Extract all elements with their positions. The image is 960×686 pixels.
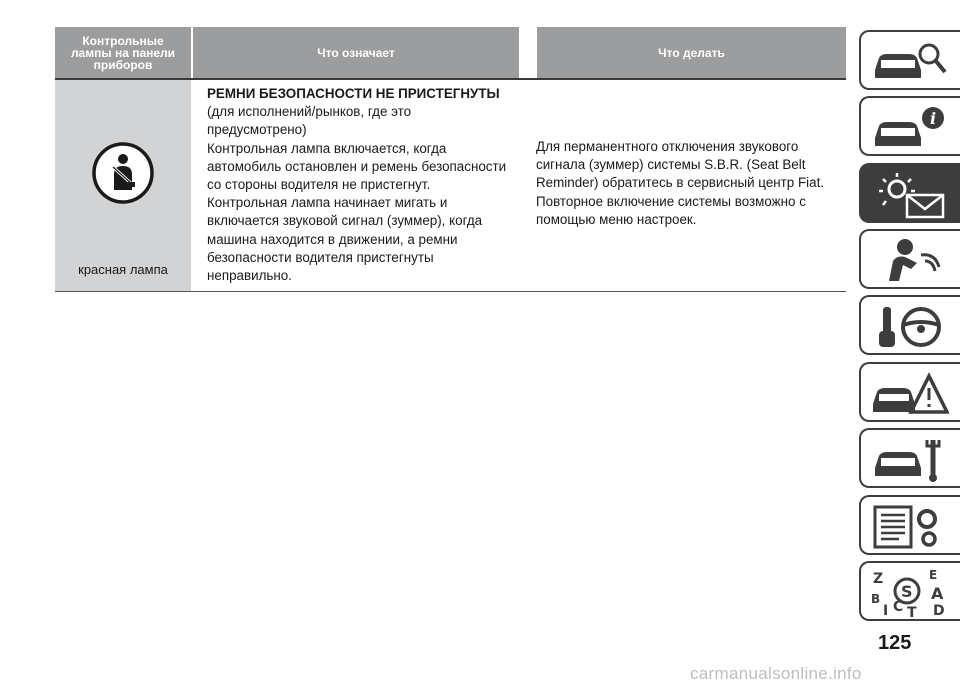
svg-text:T: T	[907, 605, 917, 617]
tab-car-info[interactable]	[859, 96, 960, 156]
tab-driving[interactable]	[859, 295, 960, 355]
header-meaning: Что означает	[193, 27, 519, 78]
meaning-line: Контрольная лампа начинает мигать и	[207, 195, 448, 211]
header-lamps-line-3: приборов	[93, 57, 153, 72]
meaning-cell	[207, 85, 517, 285]
airbag-passenger-icon	[869, 235, 949, 285]
page-number: 125	[878, 632, 912, 654]
todo-line: помощью меню настроек.	[536, 211, 697, 227]
todo-line: Для перманентного отключения звукового	[536, 139, 799, 154]
header-lamps	[55, 27, 191, 78]
car-service-wrench-icon	[869, 434, 949, 484]
tab-emergency[interactable]	[859, 362, 960, 422]
todo-line: Повторное включение системы возможно с	[536, 193, 806, 209]
header-lamps-line-2: лампы на панели	[70, 45, 176, 60]
todo-line: Reminder) обратитесь в сервисный центр Fiat.	[536, 175, 825, 191]
svg-text:A: A	[931, 584, 944, 603]
warning-light-message-icon	[869, 169, 949, 219]
svg-text:S: S	[901, 582, 913, 601]
car-dashboard-search-icon	[869, 36, 949, 86]
watermark: carmanualsonline.info	[690, 664, 862, 683]
svg-text:B: B	[871, 592, 881, 606]
todo-cell	[536, 138, 841, 229]
meaning-line: машина находится в движении, а ремни	[207, 231, 458, 247]
meaning-title: РЕМНИ БЕЗОПАСНОСТИ НЕ ПРИСТЕГНУТЫ	[207, 86, 500, 101]
meaning-line: автомобиль остановлен и ремень безопасности	[207, 158, 507, 174]
tab-safety[interactable]	[859, 229, 960, 289]
alphabetical-index-icon	[869, 567, 949, 617]
tab-warning-lights[interactable]	[859, 163, 960, 223]
header-lamps-line-1: Контрольные	[82, 33, 164, 48]
key-steering-wheel-icon	[869, 301, 949, 351]
svg-text:I: I	[883, 603, 889, 617]
svg-text:Z: Z	[873, 571, 884, 587]
tab-dashboard[interactable]	[859, 30, 960, 90]
svg-text:E: E	[929, 568, 938, 582]
svg-text:i: i	[929, 109, 937, 128]
tab-technical-data[interactable]	[859, 495, 960, 555]
svg-text:C: C	[893, 599, 904, 615]
todo-line: сигнала (зуммер) системы S.B.R. (Seat Belt	[536, 157, 806, 173]
meaning-line: неправильно.	[207, 268, 292, 284]
meaning-line: со стороны водителя не пристегнут.	[207, 177, 431, 193]
tab-index[interactable]	[859, 561, 960, 621]
car-info-icon	[869, 102, 949, 152]
meaning-line: предусмотрено)	[207, 122, 307, 138]
meaning-line: Контрольная лампа включается, когда	[207, 140, 447, 156]
header-todo: Что делать	[537, 27, 846, 78]
svg-text:D: D	[933, 603, 945, 617]
car-emergency-warning-icon	[869, 368, 949, 418]
meaning-line: безопасности водителя пристегнуты	[207, 249, 434, 265]
seat-belt-icon	[92, 142, 154, 204]
tab-maintenance[interactable]	[859, 428, 960, 488]
meaning-line: включается звуковой сигнал (зуммер), когда	[207, 213, 483, 229]
lamp-caption: красная лампа	[78, 262, 168, 277]
row-divider	[55, 291, 846, 292]
lamp-cell	[55, 80, 191, 291]
meaning-line: (для исполнений/рынков, где это	[207, 104, 412, 120]
technical-data-gear-icon	[869, 501, 949, 551]
